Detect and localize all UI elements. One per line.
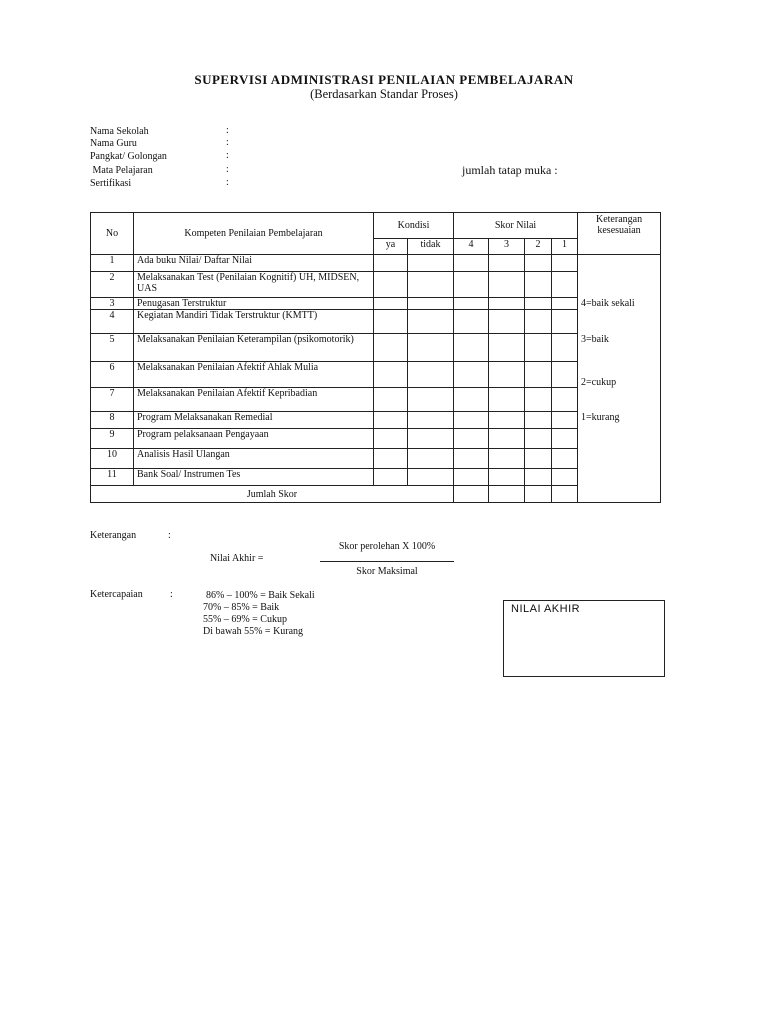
nilai-akhir-formula-label: Nilai Akhir = bbox=[210, 553, 264, 564]
identity-colon: : bbox=[226, 177, 229, 188]
formula-denominator: Skor Maksimal bbox=[356, 566, 418, 577]
table-row bbox=[91, 388, 661, 412]
row-label: Ada buku Nilai/ Daftar Nilai bbox=[134, 255, 374, 272]
table-row bbox=[91, 362, 661, 388]
nilai-akhir-box-label: NILAI AKHIR bbox=[511, 603, 581, 615]
row-label: Kegiatan Mandiri Tidak Terstruktur (KMTT) bbox=[134, 310, 374, 334]
row-label: Bank Soal/ Instrumen Tes bbox=[134, 469, 374, 486]
table-row bbox=[91, 310, 661, 334]
jumlah-skor-row bbox=[91, 486, 661, 503]
keterangan-cell bbox=[578, 388, 661, 412]
header-skor-4: 4 bbox=[454, 239, 489, 255]
table-row bbox=[91, 469, 661, 486]
row-no: 11 bbox=[91, 469, 134, 486]
keterangan-label-4: 4=baik sekali bbox=[578, 298, 661, 310]
row-label: Melaksanakan Test (Penilaian Kognitif) UH, MIDSEN, UAS bbox=[134, 272, 374, 298]
row-label: Program pelaksanaan Pengayaan bbox=[134, 429, 374, 449]
keterangan-colon: : bbox=[168, 530, 171, 541]
jumlah-skor-label: Jumlah Skor bbox=[91, 486, 454, 503]
cell-skor-1 bbox=[552, 255, 578, 272]
row-label: Melaksanakan Penilaian Keterampilan (psikomotorik) bbox=[134, 334, 374, 362]
row-no: 4 bbox=[91, 310, 134, 334]
table-row bbox=[91, 334, 661, 362]
identity-colon: : bbox=[226, 125, 229, 136]
cell-skor-4 bbox=[454, 255, 489, 272]
header-skor-1: 1 bbox=[552, 239, 578, 255]
row-label: Melaksanakan Penilaian Afektif Kepribadian bbox=[134, 388, 374, 412]
ketercapaian-colon: : bbox=[170, 589, 173, 600]
row-no: 2 bbox=[91, 272, 134, 298]
formula-numerator: Skor perolehan X 100% bbox=[338, 541, 436, 552]
identity-label-pangkat: Pangkat/ Golongan bbox=[90, 151, 167, 162]
header-skor-2: 2 bbox=[525, 239, 552, 255]
table-row bbox=[91, 429, 661, 449]
row-label: Analisis Hasil Ulangan bbox=[134, 449, 374, 469]
page-title: SUPERVISI ADMINISTRASI PENILAIAN PEMBELAJARAN bbox=[194, 72, 574, 87]
header-skor-3: 3 bbox=[489, 239, 525, 255]
row-no: 1 bbox=[91, 255, 134, 272]
formula-fraction-line bbox=[320, 561, 454, 562]
ketercapaian-line: 86% – 100% = Baik Sekali bbox=[206, 590, 315, 601]
row-no: 9 bbox=[91, 429, 134, 449]
row-label: Program Melaksanakan Remedial bbox=[134, 412, 374, 429]
keterangan-label-3: 3=baik bbox=[578, 334, 661, 362]
identity-label-nama-sekolah: Nama Sekolah bbox=[90, 126, 149, 137]
table-row bbox=[91, 272, 661, 298]
row-no: 10 bbox=[91, 449, 134, 469]
keterangan-cell bbox=[578, 486, 661, 503]
page-subtitle: (Berdasarkan Standar Proses) bbox=[310, 87, 458, 101]
header-no: No bbox=[91, 213, 134, 255]
identity-colon: : bbox=[226, 150, 229, 161]
identity-colon: : bbox=[226, 137, 229, 148]
header-tidak: tidak bbox=[408, 239, 454, 255]
keterangan-label: Keterangan bbox=[90, 530, 137, 541]
identity-colon: : bbox=[226, 164, 229, 175]
identity-label-sertifikasi: Sertifikasi bbox=[90, 178, 132, 189]
cell-skor-3 bbox=[489, 255, 525, 272]
row-no: 6 bbox=[91, 362, 134, 388]
keterangan-label-2: 2=cukup bbox=[578, 362, 661, 388]
table-row bbox=[91, 412, 661, 429]
cell-ya bbox=[374, 255, 408, 272]
header-kompetensi: Kompeten Penilaian Pembelajaran bbox=[134, 213, 374, 255]
nilai-akhir-box bbox=[503, 600, 665, 677]
cell-skor-2 bbox=[525, 255, 552, 272]
ketercapaian-label: Ketercapaian bbox=[90, 589, 143, 600]
cell-tidak bbox=[408, 255, 454, 272]
header-ya: ya bbox=[374, 239, 408, 255]
identity-label-nama-guru: Nama Guru bbox=[90, 138, 137, 149]
keterangan-cell bbox=[578, 255, 661, 272]
keterangan-cell bbox=[578, 429, 661, 449]
keterangan-cell bbox=[578, 449, 661, 469]
header-skor-nilai: Skor Nilai bbox=[454, 213, 578, 239]
header-keterangan: Keterangan kesesuaian bbox=[578, 213, 661, 255]
ketercapaian-line: 70% – 85% = Baik bbox=[203, 602, 280, 613]
keterangan-label-1: 1=kurang bbox=[578, 412, 661, 429]
keterangan-cell bbox=[578, 469, 661, 486]
keterangan-cell bbox=[578, 272, 661, 298]
row-label: Melaksanakan Penilaian Afektif Ahlak Mulia bbox=[134, 362, 374, 388]
row-label: Penugasan Terstruktur bbox=[134, 298, 374, 310]
ketercapaian-line: 55% – 69% = Cukup bbox=[203, 614, 287, 625]
table-row bbox=[91, 298, 661, 310]
row-no: 3 bbox=[91, 298, 134, 310]
row-no: 7 bbox=[91, 388, 134, 412]
table-row bbox=[91, 255, 661, 272]
assessment-table bbox=[90, 212, 661, 503]
identity-label-mata-pelajaran: Mata Pelajaran bbox=[90, 165, 153, 176]
tatap-muka-label: jumlah tatap muka : bbox=[462, 163, 558, 177]
row-no: 5 bbox=[91, 334, 134, 362]
header-kondisi: Kondisi bbox=[374, 213, 454, 239]
keterangan-cell bbox=[578, 310, 661, 334]
table-row bbox=[91, 449, 661, 469]
ketercapaian-line: Di bawah 55% = Kurang bbox=[203, 626, 304, 637]
row-no: 8 bbox=[91, 412, 134, 429]
